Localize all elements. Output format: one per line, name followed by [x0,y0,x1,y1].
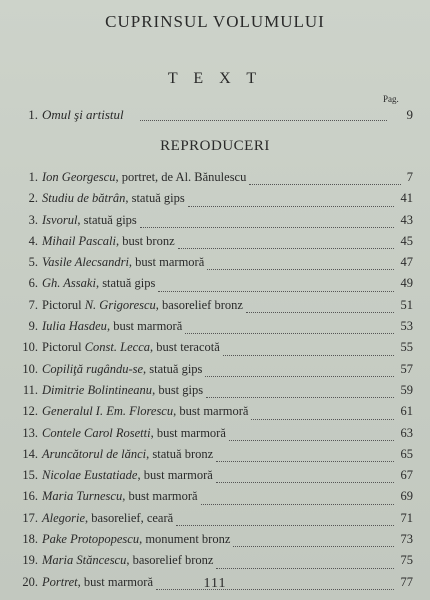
entry-page: 71 [400,510,413,525]
dot-leader [207,268,394,270]
toc-entry [18,317,413,338]
entry-number: 14. [22,446,38,461]
toc-entry [18,402,413,423]
entry-number: 1. [28,170,38,184]
toc-entry [18,487,413,508]
toc-entry [18,189,413,210]
reproduceri-heading: REPRODUCERI [160,138,270,154]
entry-title-italic: Isvorul [42,212,78,227]
toc-entry [18,551,413,572]
text-section-heading: T E X T [167,70,263,87]
entry-page: 67 [400,468,413,483]
entry-page: 61 [400,404,413,419]
entry-page: 59 [400,382,413,397]
entry-number: 10. [22,361,38,376]
dot-leader [185,332,394,334]
entry-number: 6. [28,276,38,291]
entry-title-italic: Maria Turnescu [42,489,123,504]
entry-title-italic: Copiliţă rugându-se [42,361,144,376]
entry-number: 20. [22,574,38,589]
entry-page: 43 [400,212,413,227]
dot-leader [216,460,394,462]
entry-title [42,404,248,419]
entry-title-rest: , bust bronz [115,233,175,248]
entry-title-rest: , bust marmoră [137,468,213,483]
entry-number: 17. [22,510,38,525]
entry-title-rest: , basorelief bronz [126,553,214,568]
entry-title-italic: Omul şi artistul [42,107,124,122]
entry-number: 11. [22,382,38,397]
dot-leader [223,354,394,356]
dot-leader [251,418,394,420]
entry-page: 49 [400,276,413,291]
entry-title-rest: , statuă gips [77,212,137,227]
toc-entry [18,253,413,274]
toc-entry [18,445,413,466]
entry-number: 9. [28,319,38,334]
entry-title [42,468,213,483]
entry-title-rest: , statuă gips [125,191,185,206]
entry-title-rest: , bust marmoră [173,404,249,419]
entry-page: 73 [400,532,413,547]
entry-title-prefix: Pictorul [42,340,85,355]
entry-title-rest: , statuă bronz [146,446,214,461]
entry-title-italic: Pake Protopopescu [42,532,140,547]
dot-leader [216,481,394,483]
toc-entry [18,424,413,445]
entry-title-rest: , bust marmoră [122,489,198,504]
entry-title [42,426,226,441]
toc-entry [18,274,413,295]
entry-number: 7. [28,297,38,312]
entry-title-italic: Nicolae Eustatiade [42,468,138,483]
toc-entry [18,530,413,551]
entry-title-italic: N. Grigorescu [84,297,156,312]
entry-title-italic: Iulia Hasdeu [42,319,107,334]
entry-page: 69 [400,489,413,504]
toc-entry [18,232,413,253]
entry-page: 51 [400,297,413,312]
entry-title-italic: Alegorie [42,510,86,525]
toc-entry [18,211,413,232]
entry-title-italic: Mihail Pascali [42,233,116,248]
entry-title [42,191,185,206]
entry-number: 10. [22,340,38,355]
entry-number: 5. [28,255,38,270]
entry-title [42,213,137,228]
entry-title-rest: , basorelief bronz [155,297,243,312]
entry-number: 13. [22,425,38,440]
dot-leader [140,119,387,121]
entry-number: 16. [22,489,38,504]
entry-title-italic: Studiu de bătrân [42,191,126,206]
entry-title [42,447,213,462]
entry-title [42,276,155,291]
dot-leader [205,375,394,377]
entry-title-rest: , portret, de Al. Bănulescu [115,170,247,184]
entry-title [42,511,173,526]
entry-page: 63 [400,425,413,440]
entry-title [42,553,213,568]
entry-title-prefix: Pictorul [42,297,85,312]
dot-leader [140,226,394,228]
entry-title-rest: , bust gips [152,382,204,397]
toc-entry [18,381,413,402]
entry-title-rest: , monument bronz [139,532,231,547]
entry-page: 53 [400,319,413,334]
entry-title-italic: Portret [42,574,78,589]
entry-number: 19. [22,553,38,568]
entry-number: 2. [28,191,38,206]
entry-title-rest: , bust marmoră [77,574,153,589]
dot-leader [249,183,401,185]
dot-leader [158,290,394,292]
entry-page: 45 [400,233,413,248]
entry-title-italic: Dimitrie Bolintineanu [42,382,153,397]
entry-title [42,234,175,249]
toc-entry-text [18,105,413,125]
entry-number: 12. [22,404,38,419]
entry-title-italic: Const. Lecca [84,340,150,355]
entry-number: 3. [28,212,38,227]
entry-page: 77 [400,574,413,589]
entry-title [42,170,246,185]
entry-page: 47 [400,255,413,270]
dot-leader [176,524,394,526]
entry-page: 57 [400,361,413,376]
entry-number: 1. [28,107,38,122]
dot-leader [206,396,394,398]
entry-page: 9 [406,107,413,122]
entry-page: 75 [400,553,413,568]
entry-title-italic: Aruncătorul de lănci [42,446,147,461]
entry-title-rest: , statuă gips [143,361,203,376]
entry-title-rest: , bust marmoră [128,255,205,270]
entry-number: 4. [28,233,38,248]
entry-title-rest: , bust marmoră [106,319,183,334]
entry-title-italic: Ion Georgescu [42,170,116,184]
entry-page: 7 [406,170,413,184]
page-title: CUPRINSUL VOLUMULUI [105,12,325,31]
toc-entry [18,296,413,317]
pag-label: Pag. [383,94,399,104]
page-number: 111 [203,576,227,591]
toc-entry [18,466,413,487]
entry-title [42,319,182,334]
entry-title-italic: Generalul I. Em. Florescu [42,404,174,419]
entry-title [42,383,203,398]
dot-leader [246,311,394,313]
entry-title [42,255,204,270]
entry-page: 55 [400,340,413,355]
entry-title-rest: , bust marmoră [150,425,226,440]
entry-title-rest: , basorelief, ceară [85,510,174,525]
entry-page: 41 [400,191,413,206]
entry-title-rest: , bust teracotă [150,340,220,355]
reproduceri-list [18,168,413,594]
entry-title-italic: Gh. Assaki [42,276,96,291]
dot-leader [178,247,394,249]
entry-number: 15. [22,468,38,483]
dot-leader [216,567,394,569]
dot-leader [233,545,394,547]
entry-title [42,489,198,504]
entry-title [42,107,124,123]
entry-title [42,532,230,547]
dot-leader [201,503,394,505]
entry-title [42,362,202,377]
entry-title-rest: , statuă gips [95,276,156,291]
entry-title [42,298,243,313]
entry-title-italic: Contele Carol Rosetti [42,425,151,440]
toc-entry [18,168,413,189]
toc-entry [18,360,413,381]
entry-number: 18. [22,532,38,547]
toc-entry [18,338,413,359]
entry-title-italic: Maria Stăncescu [42,553,127,568]
dot-leader [188,205,394,207]
entry-title-italic: Vasile Alecsandri [42,255,129,270]
entry-title [42,340,220,355]
toc-entry [18,509,413,530]
dot-leader [229,439,394,441]
entry-page: 65 [400,446,413,461]
